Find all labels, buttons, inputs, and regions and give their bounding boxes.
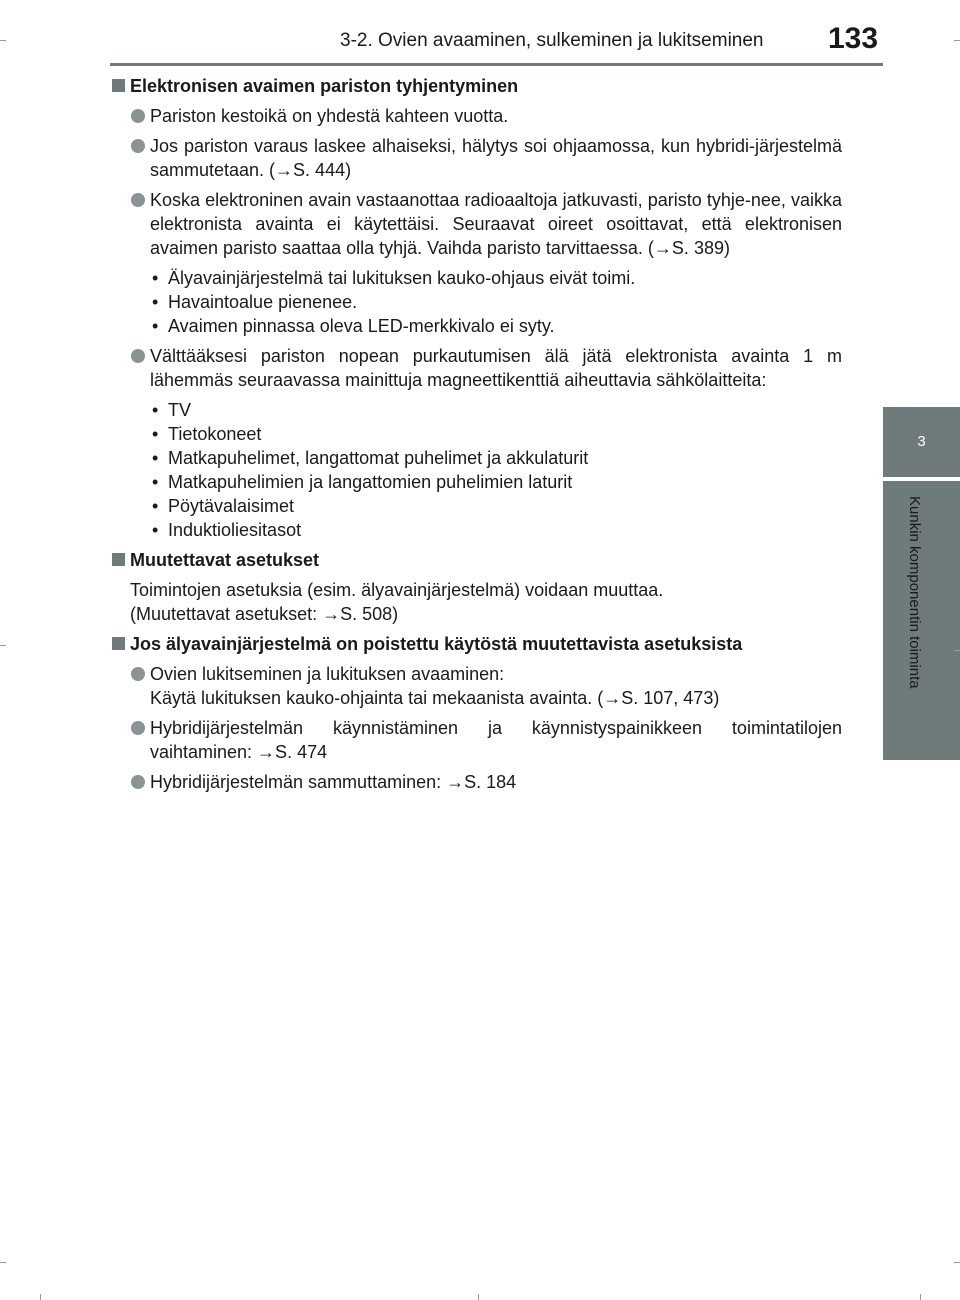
section-battery bbox=[110, 74, 842, 542]
section-heading bbox=[110, 632, 842, 656]
crop-mark bbox=[954, 650, 960, 651]
sub-list-item bbox=[148, 518, 842, 542]
sub-item-text: Havaintoalue pienenee. bbox=[168, 292, 358, 312]
list-item bbox=[110, 104, 842, 128]
list-item bbox=[110, 770, 842, 794]
section-disabled-smart-key bbox=[110, 632, 842, 794]
sub-list-item bbox=[148, 314, 842, 338]
item-text: Koska elektroninen avain vastaanottaa radioaaltoja jatkuvasti, paristo tyhje-nee, vaikka elektronista avainta ei käytettäisi. Seuraavat oireet osoittavat, että elektronisen avaimen paristo saattaa olla tyhjä. Vaihda paristo tarvittaessa. (→S. 389) bbox=[150, 190, 842, 258]
item-text: Hybridijärjestelmän käynnistäminen ja käynnistyspainikkeen toimintatilojen vaihtaminen: →S. 474 bbox=[150, 718, 842, 762]
heading-text: Jos älyavainjärjestelmä on poistettu käytöstä muutettavista asetuksista bbox=[130, 634, 743, 654]
sub-list bbox=[110, 266, 842, 338]
square-bullet-icon bbox=[112, 79, 125, 92]
circle-bullet-icon bbox=[131, 667, 145, 681]
sub-item-text: Pöytävalaisimet bbox=[168, 496, 295, 516]
list-item bbox=[110, 662, 842, 710]
sub-list-item bbox=[148, 494, 842, 518]
crop-mark bbox=[40, 1294, 41, 1300]
list-item bbox=[110, 716, 842, 764]
list-item bbox=[110, 344, 842, 392]
sub-item-text: Induktioliesitasot bbox=[168, 520, 302, 540]
sub-item-text: TV bbox=[168, 400, 192, 420]
sub-list-item bbox=[148, 446, 842, 470]
item-text: Pariston kestoikä on yhdestä kahteen vuotta. bbox=[150, 106, 509, 126]
crop-mark bbox=[920, 1294, 921, 1300]
heading-text: Muutettavat asetukset bbox=[130, 550, 320, 570]
dot-bullet-icon: • bbox=[152, 424, 159, 444]
section-settings bbox=[110, 548, 842, 626]
dot-bullet-icon: • bbox=[152, 316, 159, 336]
sub-item-text: Älyavainjärjestelmä tai lukituksen kauko-ohjaus eivät toimi. bbox=[168, 268, 636, 288]
square-bullet-icon bbox=[112, 553, 125, 566]
section-heading bbox=[110, 548, 842, 572]
sub-list-item bbox=[148, 266, 842, 290]
crop-mark bbox=[954, 40, 960, 41]
sub-list bbox=[110, 398, 842, 542]
item-line: Ovien lukitseminen ja lukituksen avaaminen: bbox=[150, 664, 505, 684]
dot-bullet-icon: • bbox=[152, 496, 159, 516]
dot-bullet-icon: • bbox=[152, 268, 159, 288]
crop-mark bbox=[954, 1262, 960, 1263]
sub-list-item bbox=[148, 470, 842, 494]
dot-bullet-icon: • bbox=[152, 292, 159, 312]
item-text: Välttääksesi pariston nopean purkautumisen älä jätä elektronista avainta 1 m lähemmäs seuraavassa mainittuja magneettikenttiä aiheuttavia sähkölaitteita: bbox=[150, 346, 842, 390]
square-bullet-icon bbox=[112, 637, 125, 650]
chapter-tab: 3 bbox=[883, 407, 960, 477]
item-text: Jos pariston varaus laskee alhaiseksi, hälytys soi ohjaamossa, kun hybridi-järjestelmä sammutetaan. (→S. 444) bbox=[150, 136, 842, 180]
dot-bullet-icon: • bbox=[152, 448, 159, 468]
circle-bullet-icon bbox=[131, 109, 145, 123]
header-rule bbox=[110, 63, 883, 66]
sub-item-text: Tietokoneet bbox=[168, 424, 262, 444]
paragraph-line: Toimintojen asetuksia (esim. älyavainjärjestelmä) voidaan muuttaa. bbox=[130, 580, 664, 600]
list-item bbox=[110, 134, 842, 182]
crop-mark bbox=[0, 40, 6, 41]
page-number: 133 bbox=[828, 22, 879, 55]
section-heading bbox=[110, 74, 842, 98]
chapter-label: Kunkin komponentin toiminta bbox=[906, 496, 923, 689]
sub-item-text: Avaimen pinnassa oleva LED-merkkivalo ei syty. bbox=[168, 316, 555, 336]
item-line: Käytä lukituksen kauko-ohjainta tai mekaanista avainta. (→S. 107, 473) bbox=[150, 688, 720, 708]
circle-bullet-icon bbox=[131, 193, 145, 207]
heading-text: Elektronisen avaimen pariston tyhjentyminen bbox=[130, 76, 519, 96]
dot-bullet-icon: • bbox=[152, 520, 159, 540]
sub-list-item bbox=[148, 290, 842, 314]
sub-list-item bbox=[148, 422, 842, 446]
crop-mark bbox=[0, 645, 6, 646]
circle-bullet-icon bbox=[131, 721, 145, 735]
paragraph-line: (Muutettavat asetukset: →S. 508) bbox=[130, 604, 399, 624]
dot-bullet-icon: • bbox=[152, 400, 159, 420]
running-header: 3-2. Ovien avaaminen, sulkeminen ja lukitseminen bbox=[340, 30, 764, 51]
circle-bullet-icon bbox=[131, 349, 145, 363]
list-item bbox=[110, 188, 842, 260]
dot-bullet-icon: • bbox=[152, 472, 159, 492]
crop-mark bbox=[478, 1294, 479, 1300]
crop-mark bbox=[0, 1262, 6, 1263]
paragraph bbox=[110, 578, 842, 626]
circle-bullet-icon bbox=[131, 775, 145, 789]
sub-item-text: Matkapuhelimien ja langattomien puhelimien laturit bbox=[168, 472, 573, 492]
sub-item-text: Matkapuhelimet, langattomat puhelimet ja akkulaturit bbox=[168, 448, 589, 468]
sub-list-item bbox=[148, 398, 842, 422]
page-content bbox=[110, 74, 842, 800]
circle-bullet-icon bbox=[131, 139, 145, 153]
item-text: Hybridijärjestelmän sammuttaminen: →S. 184 bbox=[150, 772, 517, 792]
